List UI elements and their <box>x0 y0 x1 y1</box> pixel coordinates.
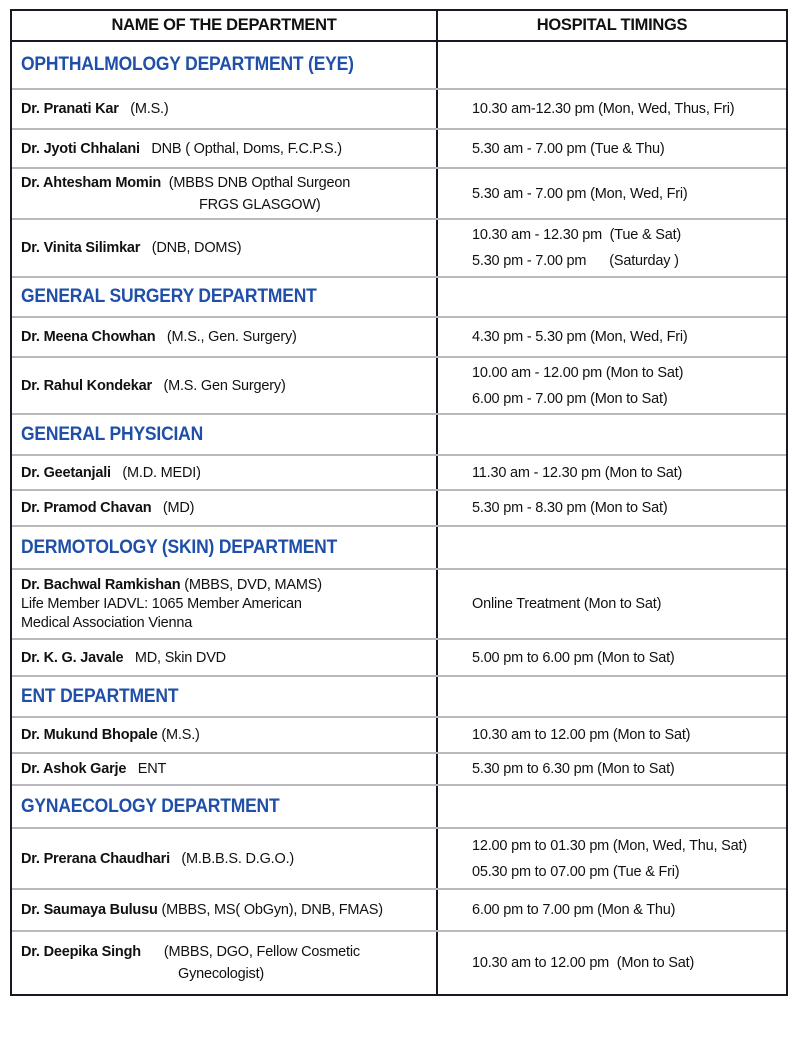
department-title: OPHTHALMOLOGY DEPARTMENT (EYE) <box>21 54 354 75</box>
table-row <box>12 454 786 489</box>
doctor-membership: Life Member IADVL: 1065 Member American <box>21 595 302 612</box>
table-row <box>12 568 786 638</box>
doctor-qualification: (M.B.B.S. D.G.O.) <box>181 850 295 867</box>
doctor-timing: 6.00 pm to 7.00 pm (Mon & Thu) <box>472 902 676 918</box>
table-row <box>12 489 786 525</box>
table-row <box>12 167 786 218</box>
doctor-timing: 10.00 am - 12.00 pm (Mon to Sat) <box>472 364 684 381</box>
doctor-timing: 12.00 pm to 01.30 pm (Mon, Wed, Thu, Sat) <box>472 837 747 854</box>
doctor-timing: 5.30 pm - 8.30 pm (Mon to Sat) <box>472 500 668 516</box>
doctor-name: Dr. Deepika Singh <box>21 944 141 960</box>
department-row-ophthalmology <box>12 40 786 88</box>
doctor-timing: 05.30 pm to 07.00 pm (Tue & Fri) <box>472 863 680 880</box>
table-row <box>12 827 786 888</box>
department-row-ent <box>12 675 786 716</box>
doctor-name: Dr. Prerana Chaudhari <box>21 850 170 867</box>
doctor-name: Dr. Saumaya Bulusu <box>21 902 158 918</box>
doctor-name: Dr. Jyoti Chhalani <box>21 140 140 157</box>
table-row <box>12 638 786 675</box>
department-title: GENERAL PHYSICIAN <box>21 423 204 445</box>
doctor-membership: Medical Association Vienna <box>21 614 193 631</box>
doctor-timing: 5.30 pm to 6.30 pm (Mon to Sat) <box>472 761 675 777</box>
doctor-timing: 10.30 am to 12.00 pm (Mon to Sat) <box>472 727 691 743</box>
doctor-qualification: (M.S.) <box>130 101 169 117</box>
doctor-timing: 4.30 pm - 5.30 pm (Mon, Wed, Fri) <box>472 329 688 345</box>
table-row <box>12 930 786 994</box>
doctor-timing: 11.30 am - 12.30 pm (Mon to Sat) <box>472 464 683 481</box>
table-row <box>12 128 786 167</box>
doctor-qualification: DNB ( Opthal, Doms, F.C.P.S.) <box>151 140 342 157</box>
doctor-qualification: (M.S., Gen. Surgery) <box>166 329 297 345</box>
doctor-timing: 10.30 am - 12.30 pm (Tue & Sat) <box>472 227 682 243</box>
doctor-name: Dr. Geetanjali <box>21 464 111 481</box>
doctor-name: Dr. Ahtesham Momin <box>21 174 162 191</box>
doctor-name: Dr. Ashok Garje <box>21 761 127 777</box>
department-row-general-physician <box>12 413 786 454</box>
doctor-qualification: (M.D. MEDI) <box>122 464 201 481</box>
doctor-qualification-line2: FRGS GLASGOW) <box>199 196 321 213</box>
doctor-name: Dr. Pranati Kar <box>21 101 119 117</box>
table-row <box>12 888 786 930</box>
table-row <box>12 316 786 356</box>
doctor-qualification-line2: Gynecologist) <box>178 966 265 982</box>
doctor-timing: 5.30 am - 7.00 pm (Tue & Thu) <box>472 140 665 157</box>
doctor-timing: 10.30 am-12.30 pm (Mon, Wed, Thus, Fri) <box>472 101 735 117</box>
doctor-timing: Online Treatment (Mon to Sat) <box>472 596 662 612</box>
doctor-name: Dr. Meena Chowhan <box>21 329 156 345</box>
doctor-name: Dr. Bachwal Ramkishan <box>21 576 181 593</box>
department-title: DERMOTOLOGY (SKIN) DEPARTMENT <box>21 536 338 558</box>
doctor-name: Dr. Vinita Silimkar <box>21 240 141 256</box>
table-row <box>12 88 786 128</box>
doctor-qualification: (MBBS, MS( ObGyn), DNB, FMAS) <box>161 902 383 918</box>
doctor-qualification: (MBBS, DGO, Fellow Cosmetic <box>163 944 360 960</box>
doctor-qualification: (M.S.) <box>161 727 200 743</box>
department-title: GENERAL SURGERY DEPARTMENT <box>21 286 317 307</box>
doctor-name: Dr. K. G. Javale <box>21 649 124 666</box>
department-row-dermatology <box>12 525 786 568</box>
doctor-qualification: (MD) <box>162 500 195 516</box>
department-row-general-surgery <box>12 276 786 316</box>
doctor-name: Dr. Pramod Chavan <box>21 500 152 516</box>
department-title: GYNAECOLOGY DEPARTMENT <box>21 795 280 817</box>
doctor-qualification: (M.S. Gen Surgery) <box>163 377 286 394</box>
doctor-timing: 6.00 pm - 7.00 pm (Mon to Sat) <box>472 390 668 407</box>
doctor-qualification: (MBBS, DVD, MAMS) <box>184 576 322 593</box>
doctor-timing: 5.00 pm to 6.00 pm (Mon to Sat) <box>472 649 675 666</box>
doctor-timing: 5.30 am - 7.00 pm (Mon, Wed, Fri) <box>472 185 688 202</box>
header-timings: HOSPITAL TIMINGS <box>536 16 688 34</box>
table-row <box>12 752 786 784</box>
doctor-qualification: ENT <box>137 761 167 777</box>
doctor-qualification: MD, Skin DVD <box>134 649 226 666</box>
doctor-timing: 10.30 am to 12.00 pm (Mon to Sat) <box>472 955 695 971</box>
department-row-gynaecology <box>12 784 786 827</box>
doctor-name: Dr. Mukund Bhopale <box>21 727 158 743</box>
doctor-timing: 5.30 pm - 7.00 pm (Saturday ) <box>472 253 679 269</box>
department-title: ENT DEPARTMENT <box>21 685 179 707</box>
table-row <box>12 356 786 413</box>
doctor-qualification: (DNB, DOMS) <box>151 240 242 256</box>
hospital-timings-table <box>10 9 788 996</box>
table-row <box>12 716 786 752</box>
table-row <box>12 218 786 276</box>
doctor-name: Dr. Rahul Kondekar <box>21 377 152 394</box>
doctor-qualification: (MBBS DNB Opthal Surgeon <box>168 174 351 191</box>
table-header-row <box>12 11 786 40</box>
header-department: NAME OF THE DEPARTMENT <box>12 11 438 40</box>
